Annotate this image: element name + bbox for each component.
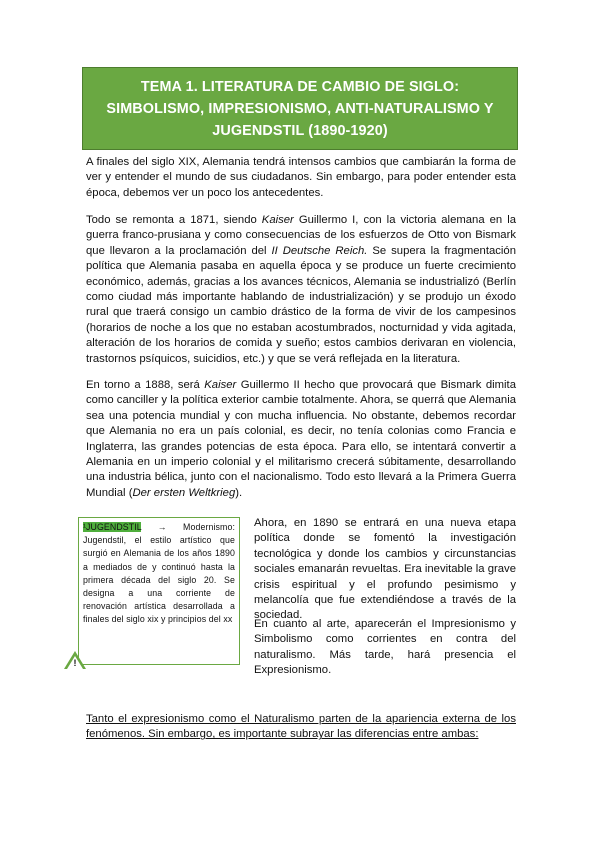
- paragraph-intro: A finales del siglo XIX, Alemania tendrá intensos cambios que cambiarán la forma de ver y entender el mundo de sus ciudadanos. Sin embargo, para poder entender esta época, debemos ver un poco los antecedentes.: [86, 156, 516, 199]
- text-segment: ).: [235, 486, 243, 499]
- paragraph-1871: [86, 213, 516, 367]
- text-segment: Todo se remonta a 1871, siendo: [86, 214, 262, 226]
- jugendstil-note-box: [78, 517, 240, 665]
- note-text: Modernismo: Jugendstil, el estilo artístico que surgió en Alemania de los años 1890 a mediados de y continuó hasta la primera década del siglo 20. Se designa a una corriente de renovación artística desarrollada a finales del siglo xix y principios del xx: [83, 522, 235, 625]
- text-segment: Guillermo I, con la victoria alemana en la guerra franco-prusiana y como consecuencias de los esfuerzos de Otto von Bismark que llevaron a la proclamación del: [86, 214, 516, 257]
- paragraph-art: En cuanto al arte, aparecerán el Impresionismo y Simbolismo como corrientes en contra del naturalismo. Más tarde, hará presencia el Expresionismo.: [254, 618, 516, 677]
- paragraph-expresionismo: Tanto el expresionismo como el Naturalismo parten de la apariencia externa de los fenómenos. Sin embargo, es importante subrayar las diferencias entre ambas:: [86, 713, 516, 741]
- arrow-icon: →: [157, 522, 167, 532]
- text-segment: En torno a 1888, será: [86, 379, 205, 391]
- jugendstil-highlight: ¹JUGENDSTIL: [83, 522, 142, 532]
- paragraph-1888: [86, 378, 516, 501]
- paragraph-1890: Ahora, en 1890 se entrará en una nueva etapa política donde se fomentó la investigación tecnológica y donde los cambios y circunstancias sociales emanarán revueltas. Era inevitable la grave crisis espiritual y el profundo pesimismo y melancolía que fue extendiéndose a través de la sociedad.: [254, 517, 516, 622]
- title-line-3: JUGENDSTIL (1890-1920): [212, 122, 388, 139]
- kaiser-term: Kaiser: [261, 214, 294, 226]
- weltkrieg-term: Der ersten Weltkrieg: [132, 486, 236, 499]
- kaiser-term: Kaiser: [204, 379, 237, 391]
- title-banner: [82, 67, 518, 150]
- text-segment: Se supera la fragmentación política que Alemania pasaba en aquella época y se produce un fuerte crecimiento económico, además, gracias a los avances técnicos, Alemania se industrializó (Berlín como ciudad más importante hablando de industrialización) y se produjo un éxodo rural que traerá consigo un cambio drástico de la forma de vivir de los campesinos (horarios de noche a los que no estaban acostumbrados, nocturnidad y vida agitada, alteración de los horarios de comida y sueño; estos cambios derivaran en violencia, trastornos psíquicos, suicidios, etc.) y que se verá reflejada en la literatura.: [86, 244, 516, 365]
- warning-mark: !: [73, 658, 77, 668]
- reich-term: II Deutsche Reich.: [271, 244, 368, 257]
- text-segment: Guillermo II hecho que provocará que Bismark dimita como canciller y la política exterior cambie totalmente. Ahora, se querrá que Alemania sea una potencia mundial y con mucha influencia. No obstante, debemos recordar que Alemania no era un país colonial, es decir, no tenía colonias como Francia e Inglaterra, las grandes potencias de esta época. Para ello, se intentará convertir a Alemania en un imperio colonial y el militarismo crecerá súbitamente, desarrollando una industria bélica, junto con el nacionalismo. Todo esto llevará a la Primera Guerra Mundial (: [86, 379, 516, 499]
- title-line-1: TEMA 1. LITERATURA DE CAMBIO DE SIGLO:: [140, 78, 460, 95]
- title-line-2: SIMBOLISMO, IMPRESIONISMO, ANTI-NATURALISMO Y: [106, 100, 494, 117]
